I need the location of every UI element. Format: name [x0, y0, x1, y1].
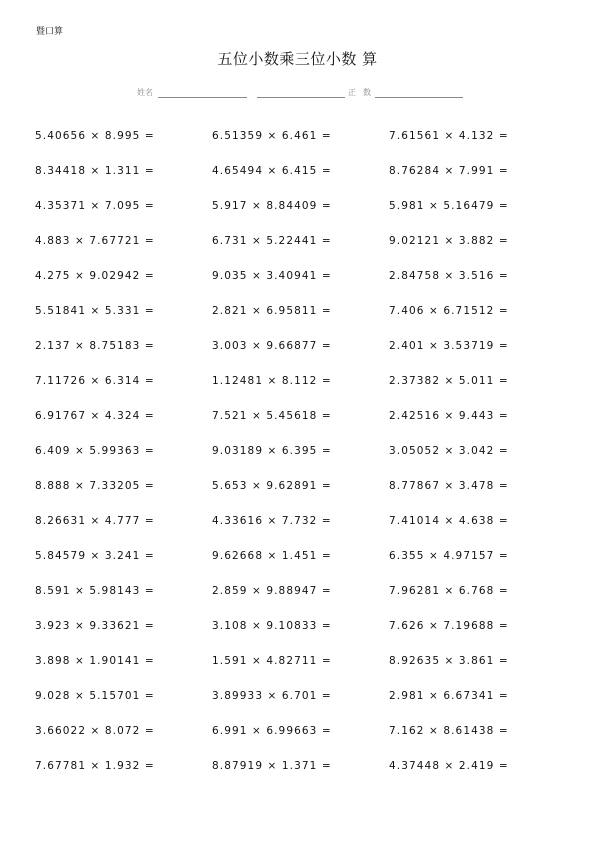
problem-item: 9.03189 × 6.395 =: [212, 445, 332, 457]
student-info-row: [0, 88, 595, 100]
problem-item: 2.401 × 3.53719 =: [389, 340, 509, 352]
time-underline[interactable]: [257, 97, 345, 98]
problem-item: 7.11726 × 6.314 =: [35, 375, 155, 387]
problem-item: 5.981 × 5.16479 =: [389, 200, 509, 212]
problem-item: 2.84758 × 3.516 =: [389, 270, 509, 282]
problem-item: 8.87919 × 1.371 =: [212, 760, 332, 772]
problem-item: 2.42516 × 9.443 =: [389, 410, 509, 422]
problem-item: 6.51359 × 6.461 =: [212, 130, 332, 142]
problem-item: 4.65494 × 6.415 =: [212, 165, 332, 177]
problem-item: 6.355 × 4.97157 =: [389, 550, 509, 562]
problem-item: 5.917 × 8.84409 =: [212, 200, 332, 212]
problem-item: 2.859 × 9.88947 =: [212, 585, 332, 597]
problem-item: 8.76284 × 7.991 =: [389, 165, 509, 177]
problem-item: 2.821 × 6.95811 =: [212, 305, 332, 317]
problem-item: 4.35371 × 7.095 =: [35, 200, 155, 212]
problem-item: 8.34418 × 1.311 =: [35, 165, 155, 177]
problem-item: 8.77867 × 3.478 =: [389, 480, 509, 492]
problem-item: 7.61561 × 4.132 =: [389, 130, 509, 142]
problem-item: 3.108 × 9.10833 =: [212, 620, 332, 632]
problem-item: 1.591 × 4.82711 =: [212, 655, 332, 667]
problem-item: 7.67781 × 1.932 =: [35, 760, 155, 772]
problem-item: 9.028 × 5.15701 =: [35, 690, 155, 702]
problem-item: 8.591 × 5.98143 =: [35, 585, 155, 597]
problem-item: 4.275 × 9.02942 =: [35, 270, 155, 282]
problem-item: 3.003 × 9.66877 =: [212, 340, 332, 352]
problem-item: 4.37448 × 2.419 =: [389, 760, 509, 772]
name-underline[interactable]: [158, 97, 247, 98]
problem-item: 7.521 × 5.45618 =: [212, 410, 332, 422]
problem-item: 7.41014 × 4.638 =: [389, 515, 509, 527]
problem-item: 8.888 × 7.33205 =: [35, 480, 155, 492]
problem-item: 2.37382 × 5.011 =: [389, 375, 509, 387]
problem-item: 6.91767 × 4.324 =: [35, 410, 155, 422]
problem-item: 7.406 × 6.71512 =: [389, 305, 509, 317]
problem-item: 8.92635 × 3.861 =: [389, 655, 509, 667]
name-label: 姓名: [137, 88, 153, 97]
problem-item: 9.035 × 3.40941 =: [212, 270, 332, 282]
problem-item: 7.96281 × 6.768 =: [389, 585, 509, 597]
problem-item: 5.653 × 9.62891 =: [212, 480, 332, 492]
problem-item: 5.51841 × 5.331 =: [35, 305, 155, 317]
problem-item: 8.26631 × 4.777 =: [35, 515, 155, 527]
problem-item: 3.05052 × 3.042 =: [389, 445, 509, 457]
problem-item: 3.89933 × 6.701 =: [212, 690, 332, 702]
problem-item: 2.137 × 8.75183 =: [35, 340, 155, 352]
problem-item: 7.626 × 7.19688 =: [389, 620, 509, 632]
score-underline[interactable]: [375, 97, 463, 98]
problem-item: 5.40656 × 8.995 =: [35, 130, 155, 142]
page-title: 五位小数乘三位小数 算: [217, 50, 378, 68]
score-label-count: 数: [363, 88, 371, 97]
brand-label: 暨口算: [36, 27, 64, 37]
problem-item: 7.162 × 8.61438 =: [389, 725, 509, 737]
problem-item: 4.883 × 7.67721 =: [35, 235, 155, 247]
problem-item: 3.66022 × 8.072 =: [35, 725, 155, 737]
score-label-correct: 正: [348, 88, 356, 97]
problem-item: 5.84579 × 3.241 =: [35, 550, 155, 562]
problem-item: 4.33616 × 7.732 =: [212, 515, 332, 527]
problem-item: 6.731 × 5.22441 =: [212, 235, 332, 247]
problem-item: 6.409 × 5.99363 =: [35, 445, 155, 457]
problem-item: 2.981 × 6.67341 =: [389, 690, 509, 702]
problem-item: 3.898 × 1.90141 =: [35, 655, 155, 667]
problem-item: 9.02121 × 3.882 =: [389, 235, 509, 247]
problem-item: 9.62668 × 1.451 =: [212, 550, 332, 562]
problem-item: 3.923 × 9.33621 =: [35, 620, 155, 632]
problem-item: 1.12481 × 8.112 =: [212, 375, 332, 387]
problem-item: 6.991 × 6.99663 =: [212, 725, 332, 737]
